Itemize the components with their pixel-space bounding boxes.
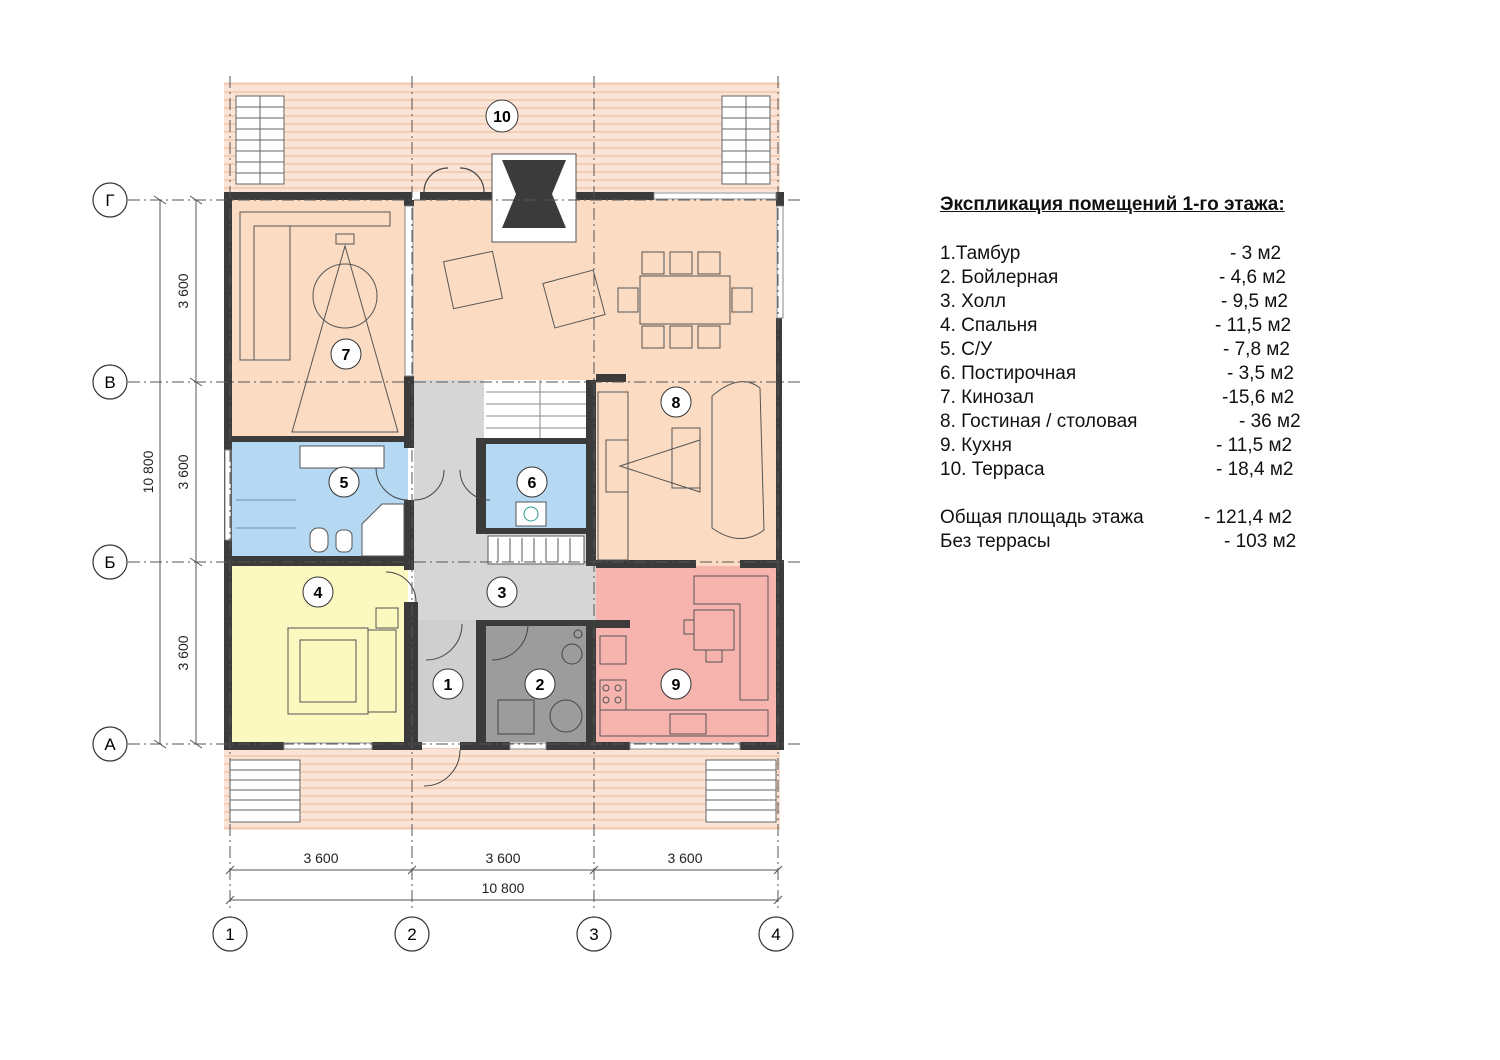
total-item-name: Общая площадь этажа: [940, 507, 1144, 528]
axis-marker-v: [93, 365, 127, 399]
terrace-bottom: [224, 748, 780, 830]
axis-marker-2: [395, 917, 429, 951]
room-item-row: [940, 362, 1360, 386]
room-item-area: - 18,4 м2: [1216, 459, 1294, 480]
axis-label-a: А: [104, 735, 116, 754]
axis-label-3: 3: [589, 925, 599, 944]
room-schedule-title: Экспликация помещений 1-го этажа:: [940, 194, 1285, 215]
room-kitchen: [596, 566, 776, 742]
room-number-8: 8: [671, 395, 681, 412]
room-item-name: 1.Тамбур: [940, 243, 1021, 264]
room-number-3: 3: [497, 585, 507, 602]
dim-left-total: 10 800: [140, 450, 156, 494]
room-schedule-items: [940, 242, 1360, 482]
room-item-row: [940, 434, 1360, 458]
axis-marker-4: [759, 917, 793, 951]
row-axis-markers: [93, 183, 127, 761]
total-item-area: - 121,4 м2: [1204, 507, 1293, 528]
room-item-row: [940, 410, 1360, 434]
room-number-4: 4: [313, 585, 323, 602]
dim-left-3: 3 600: [175, 635, 191, 671]
axis-label-4: 4: [771, 925, 781, 944]
room-item-name: 5. С/У: [940, 339, 993, 360]
room-item-name: 7. Кинозал: [940, 387, 1035, 408]
axis-label-2: 2: [407, 925, 417, 944]
room-item-area: - 11,5 м2: [1216, 435, 1293, 456]
room-item-row: [940, 458, 1360, 482]
room-schedule-totals: [940, 506, 1360, 554]
room-schedule: [940, 194, 1360, 554]
steps-top-left: [236, 96, 284, 184]
axis-label-1: 1: [225, 925, 235, 944]
room-number-9: 9: [671, 677, 681, 694]
room-item-area: - 36 м2: [1239, 411, 1301, 432]
axis-marker-3: [577, 917, 611, 951]
room-number-1: 1: [443, 677, 453, 694]
total-item-row: [940, 506, 1360, 530]
room-item-row: [940, 266, 1360, 290]
room-item-name: 8. Гостиная / столовая: [940, 411, 1138, 432]
steps-bottom-right: [706, 760, 776, 822]
room-living-dining: [414, 200, 776, 380]
room-number-6: 6: [527, 475, 537, 492]
room-marker-8: [661, 387, 691, 417]
steps-top-right: [722, 96, 770, 184]
steps-bottom-left: [230, 760, 300, 822]
room-marker-9: [661, 669, 691, 699]
dim-bottom-2: 3 600: [485, 850, 521, 866]
axis-marker-1: [213, 917, 247, 951]
room-marker-7: [331, 339, 361, 369]
room-item-area: - 3 м2: [1230, 243, 1282, 264]
room-item-row: [940, 314, 1360, 338]
wardrobe: [488, 536, 584, 564]
room-item-row: [940, 338, 1360, 362]
dim-bottom-1: 3 600: [303, 850, 339, 866]
room-marker-2: [525, 669, 555, 699]
total-item-name: Без террасы: [940, 531, 1051, 552]
room-marker-10: [486, 100, 518, 132]
room-cinema: [232, 200, 408, 440]
axis-marker-a: [93, 727, 127, 761]
dim-left-1: 3 600: [175, 273, 191, 309]
col-axis-markers: [213, 917, 793, 951]
total-item-row: [940, 530, 1360, 554]
room-item-area: - 3,5 м2: [1227, 363, 1294, 384]
fireplace: [492, 154, 576, 242]
room-item-name: 10. Терраса: [940, 459, 1045, 480]
room-item-row: [940, 290, 1360, 314]
room-item-name: 3. Холл: [940, 291, 1006, 312]
room-item-name: 9. Кухня: [940, 435, 1012, 456]
room-marker-4: [303, 577, 333, 607]
axis-marker-b: [93, 545, 127, 579]
room-marker-1: [433, 669, 463, 699]
axis-marker-g: [93, 183, 127, 217]
room-item-name: 6. Постирочная: [940, 363, 1077, 384]
room-item-row: [940, 386, 1360, 410]
room-item-name: 2. Бойлерная: [940, 267, 1059, 288]
room-number-5: 5: [339, 475, 349, 492]
dim-bottom-3: 3 600: [667, 850, 703, 866]
axis-label-g: Г: [105, 191, 115, 210]
room-marker-5: [329, 467, 359, 497]
room-number-10: 10: [493, 109, 511, 126]
laundry-furniture: [516, 502, 546, 526]
room-marker-6: [517, 467, 547, 497]
total-item-area: - 103 м2: [1224, 531, 1297, 552]
room-number-2: 2: [535, 677, 545, 694]
room-item-area: - 7,8 м2: [1223, 339, 1290, 360]
room-marker-3: [487, 577, 517, 607]
dim-bottom-total: 10 800: [481, 880, 525, 896]
room-item-area: - 9,5 м2: [1221, 291, 1288, 312]
room-item-area: -15,6 м2: [1222, 387, 1295, 408]
axis-label-v: В: [104, 373, 116, 392]
dim-left-2: 3 600: [175, 454, 191, 490]
room-item-area: - 11,5 м2: [1215, 315, 1292, 336]
room-item-area: - 4,6 м2: [1219, 267, 1286, 288]
axis-label-b: Б: [104, 553, 116, 572]
room-item-row: [940, 242, 1360, 266]
room-schedule-gap: [940, 482, 1360, 506]
room-item-name: 4. Спальня: [940, 315, 1038, 336]
room-number-7: 7: [341, 347, 351, 364]
